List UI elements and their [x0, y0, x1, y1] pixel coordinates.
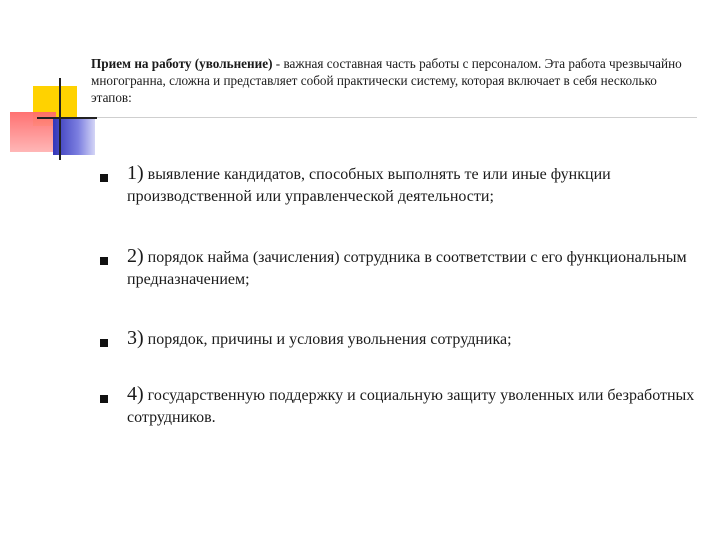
vertical-rule [59, 78, 61, 160]
square-bullet-icon [100, 174, 108, 182]
list-item-text: 3) порядок, причины и условия увольнения сотрудника; [127, 327, 512, 349]
horizontal-rule-accent [37, 117, 97, 119]
intro-paragraph [91, 55, 691, 106]
square-bullet-icon [100, 257, 108, 265]
intro-text: - важная составная часть работы с персоналом. Эта работа чрезвычайно многогранна, сложна и представляет собой практически систему, которая включает в себя несколько этапов: [91, 56, 682, 105]
square-bullet-icon [100, 395, 108, 403]
horizontal-rule [37, 117, 697, 118]
intro-bold-term: Прием на работу (увольнение) [91, 56, 273, 71]
square-bullet-icon [100, 339, 108, 347]
list-item-text: 2) порядок найма (зачисления) сотрудника в соответствии с его функциональным предназначением; [127, 245, 687, 288]
list-item-text: 1) выявление кандидатов, способных выполнять те или иные функции производственной или управленческой деятельности; [127, 162, 611, 205]
list-item-text: 4) государственную поддержку и социальную защиту уволенных или безработных сотрудников. [127, 383, 695, 426]
